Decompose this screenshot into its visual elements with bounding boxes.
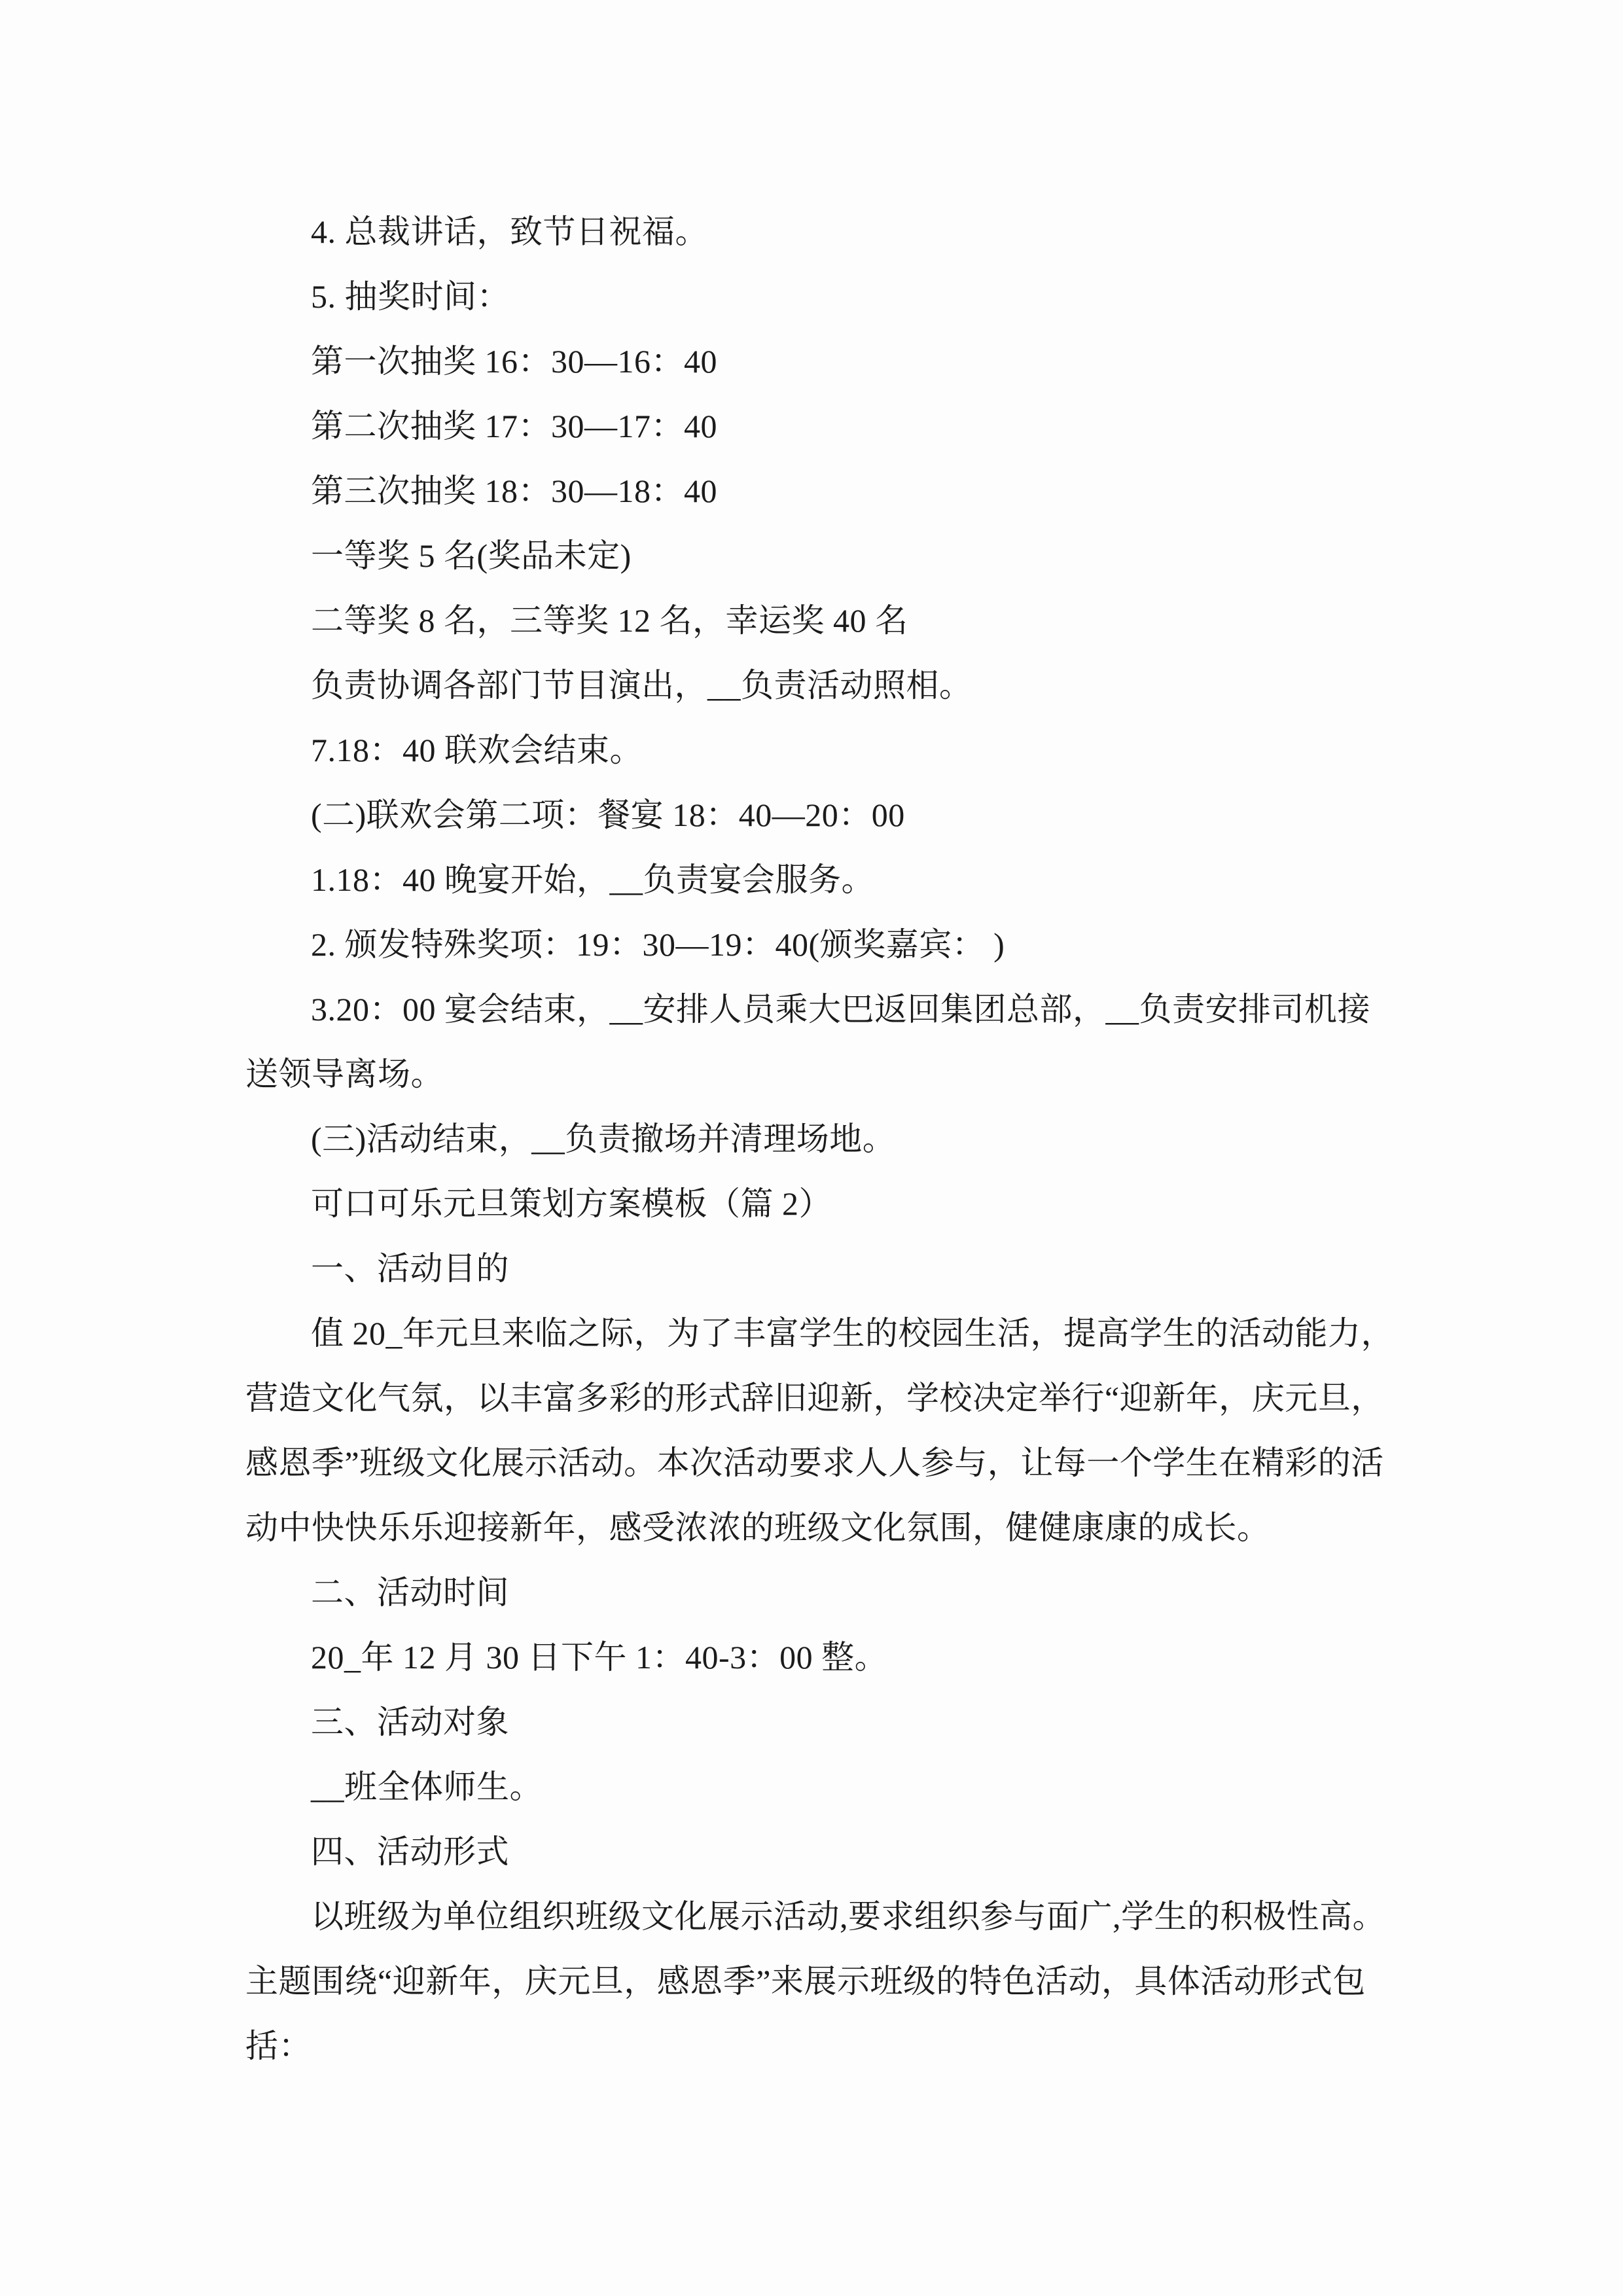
doc-line-continuation: 营造文化气氛，以丰富多彩的形式辞旧迎新，学校决定举行“迎新年，庆元旦， [245,1380,1384,1416]
doc-line: 1.18：40 晚宴开始，__负责宴会服务。 [311,861,874,898]
template-title-line: 可口可乐元旦策划方案模板（篇 2） [311,1185,832,1222]
doc-line: 第三次抽奖 18：30—18：40 [311,473,717,509]
doc-line: (三)活动结束，__负责撤场并清理场地。 [311,1121,896,1157]
doc-line: 3.20：00 宴会结束，__安排人员乘大巴返回集团总部，__负责安排司机接 [311,991,1370,1028]
doc-line: 以班级为单位组织班级文化展示活动,要求组织参与面广,学生的积极性高。 [311,1898,1385,1935]
doc-line: 2. 颁发特殊奖项：19：30—19：40(颁奖嘉宾： ) [311,926,1005,963]
heading-line: 四、活动形式 [311,1833,509,1870]
doc-line-continuation: 主题围绕“迎新年，庆元旦，感恩季”来展示班级的特色活动，具体活动形式包 [245,1963,1366,2000]
doc-line: 第一次抽奖 16：30—16：40 [311,343,717,380]
doc-line-continuation: 动中快快乐乐迎接新年，感受浓浓的班级文化氛围，健健康康的成长。 [245,1509,1270,1546]
doc-line-continuation: 感恩季”班级文化展示活动。本次活动要求人人参与，让每一个学生在精彩的活 [245,1444,1384,1481]
doc-line: 5. 抽奖时间： [311,278,510,315]
document-text-block [245,200,1397,2079]
doc-line: 20_年 12 月 30 日下午 1：40-3：00 整。 [311,1639,888,1676]
doc-line: 第二次抽奖 17：30—17：40 [311,408,717,444]
heading-line: 二、活动时间 [311,1574,509,1611]
doc-line: 二等奖 8 名，三等奖 12 名，幸运奖 40 名 [311,602,908,639]
doc-line-continuation: 送领导离场。 [245,1056,444,1092]
doc-line: 一等奖 5 名(奖品未定) [311,537,632,574]
doc-line: 负责协调各部门节目演出，__负责活动照相。 [311,667,972,704]
heading-line: 三、活动对象 [311,1704,509,1740]
heading-line: 一、活动目的 [311,1250,509,1287]
doc-line: (二)联欢会第二项：餐宴 18：40—20：00 [311,797,905,833]
doc-line: 值 20_年元旦来临之际，为了丰富学生的校园生活，提高学生的活动能力， [311,1315,1394,1352]
doc-line: __班全体师生。 [311,1768,543,1805]
doc-line: 7.18：40 联欢会结束。 [311,732,643,768]
doc-line-continuation: 括： [245,2028,312,2064]
doc-line: 4. 总裁讲话，致节日祝福。 [311,213,708,250]
